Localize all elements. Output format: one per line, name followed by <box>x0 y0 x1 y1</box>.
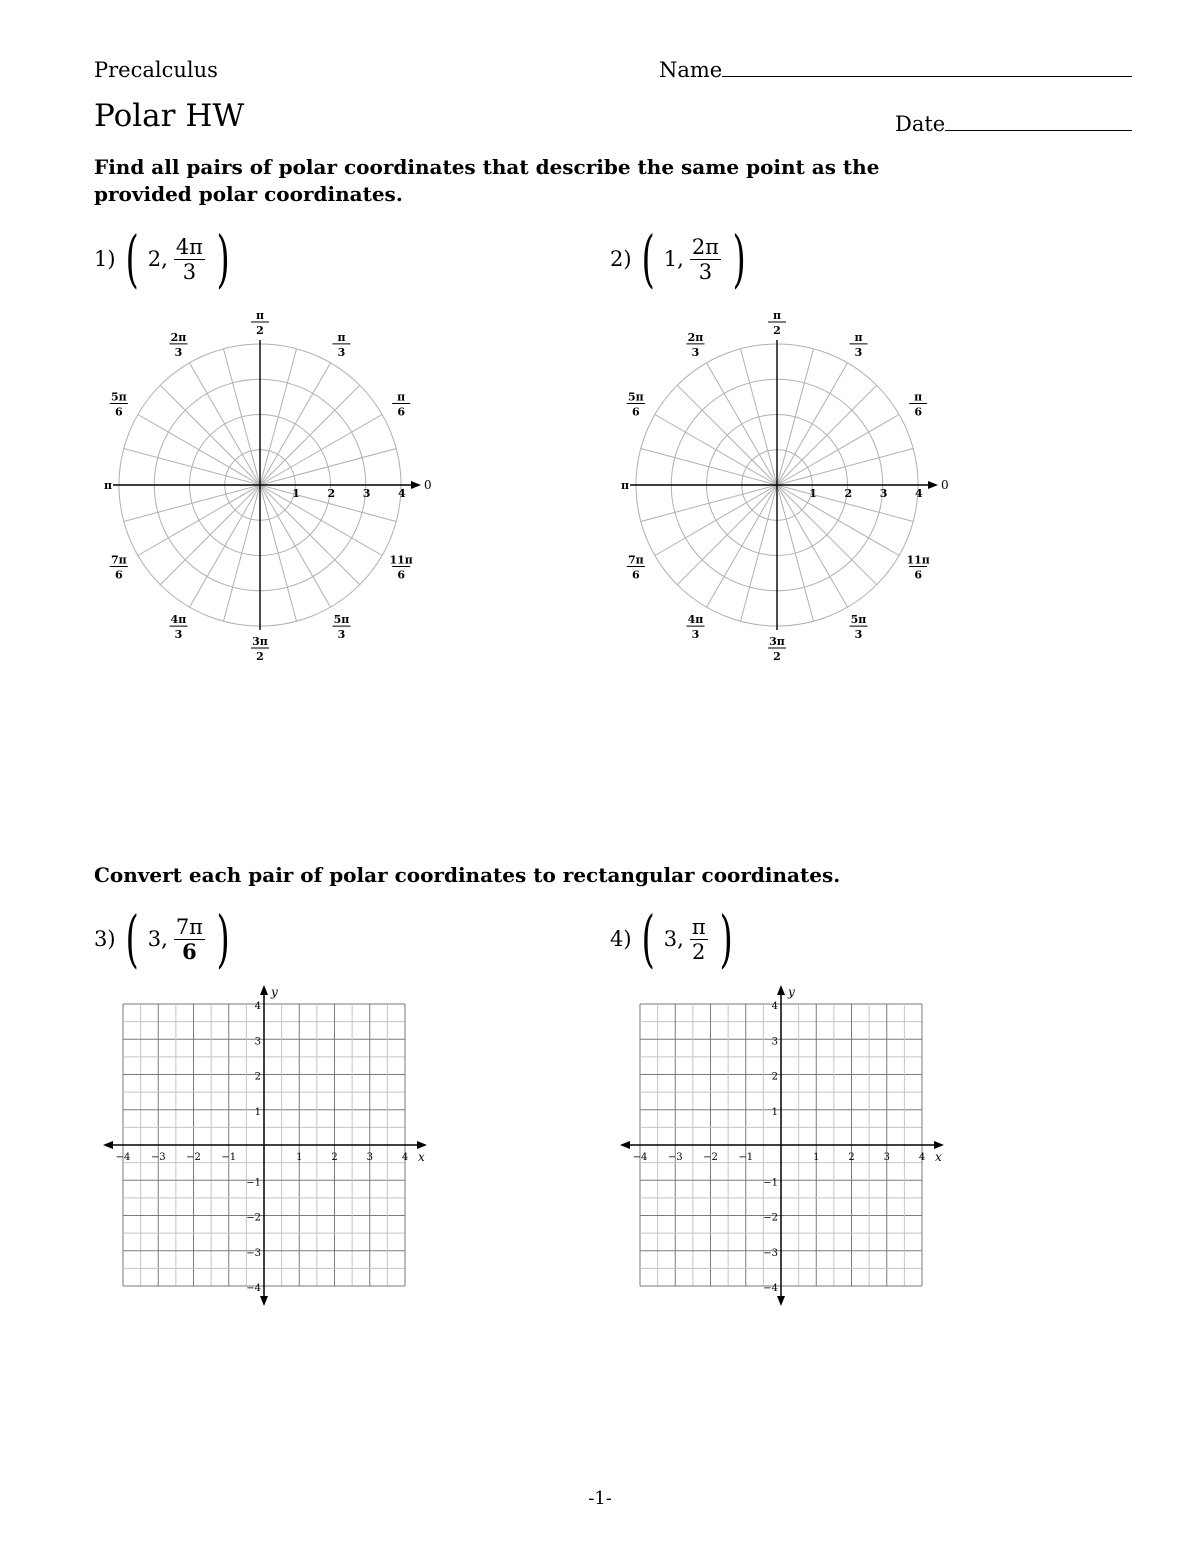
date-label: Date <box>895 112 946 136</box>
polar-angle-label <box>333 613 351 641</box>
page-title: Polar HW <box>94 98 245 134</box>
polar-ring-label: 1 <box>292 487 300 500</box>
problem-r: 3, <box>147 927 168 951</box>
y-tick-label: −4 <box>763 1283 778 1294</box>
x-tick-label: −4 <box>115 1152 131 1163</box>
polar-angle-label <box>170 331 188 359</box>
polar-spoke <box>260 449 396 485</box>
angle-label-den: 6 <box>632 405 640 419</box>
polar-spoke <box>777 415 899 486</box>
arrow-right-icon <box>417 1141 427 1149</box>
polar-spoke <box>224 485 260 621</box>
left-paren: ( <box>125 902 139 975</box>
x-tick-label: 4 <box>918 1152 926 1163</box>
x-tick-label: −2 <box>703 1152 718 1163</box>
problem-r: 1, <box>663 247 684 271</box>
angle-label-den: 3 <box>174 345 183 359</box>
problem-angle <box>690 235 721 284</box>
polar-spoke <box>138 485 260 556</box>
date-field[interactable] <box>895 112 1132 136</box>
right-paren: ) <box>216 222 230 295</box>
angle-label-num: 11π <box>389 553 413 567</box>
angle-label-num: π <box>337 330 346 344</box>
y-tick-label: 3 <box>771 1036 778 1048</box>
problem-number: 1) <box>94 247 116 271</box>
polar-ring-label: 2 <box>844 487 853 500</box>
polar-spoke <box>190 485 261 607</box>
arrow-up-icon <box>777 985 785 995</box>
angle-label-den: 2 <box>256 324 264 337</box>
polar-angle-label <box>170 613 188 641</box>
right-paren: ) <box>719 902 733 975</box>
date-blank[interactable] <box>945 112 1132 131</box>
angle-label-num: 2π <box>687 330 704 344</box>
arrow-left-icon <box>103 1141 113 1149</box>
right-paren: ) <box>216 902 230 975</box>
polar-angle-label <box>392 391 410 419</box>
problem-angle <box>174 915 205 964</box>
y-tick-label: −3 <box>246 1247 261 1259</box>
polar-grid-1 <box>100 305 440 670</box>
polar-angle-label <box>850 613 868 641</box>
angle-label-den: 6 <box>397 568 405 582</box>
x-tick-label: −1 <box>221 1152 237 1163</box>
polar-spoke <box>777 363 848 485</box>
y-tick-label: 2 <box>254 1071 261 1083</box>
polar-spoke <box>741 349 777 485</box>
polar-spoke <box>677 485 777 585</box>
y-tick-label: 1 <box>771 1106 778 1118</box>
polar-spoke <box>655 415 777 486</box>
polar-angle-label <box>333 331 351 359</box>
arrow-right-icon <box>934 1141 944 1149</box>
angle-label-den: 3 <box>337 628 346 642</box>
polar-spoke <box>260 485 331 607</box>
angle-label-num: π <box>772 309 782 322</box>
polar-spoke <box>160 385 260 485</box>
angle-label-den: 2 <box>773 324 781 337</box>
y-tick-label: −4 <box>246 1283 261 1294</box>
problem-1 <box>94 222 235 295</box>
polar-angle-label <box>389 554 412 582</box>
angle-num: 2π <box>691 234 719 259</box>
polar-spoke <box>124 485 260 521</box>
x-tick-label: 2 <box>848 1152 855 1163</box>
angle-label-num: π <box>854 330 863 344</box>
polar-angle-label <box>906 554 929 582</box>
polar-angle-label <box>110 554 128 582</box>
y-tick-label: −2 <box>246 1212 261 1224</box>
y-axis-label: y <box>271 985 278 999</box>
angle-label-num: 3π <box>769 635 785 648</box>
angle-label-num: π <box>914 390 923 404</box>
problem-number: 3) <box>94 927 116 951</box>
y-axis-label: y <box>788 985 795 999</box>
angle-label-den: 6 <box>914 405 922 419</box>
angle-label-den: 6 <box>632 568 640 582</box>
y-tick-label: 4 <box>254 1001 261 1012</box>
polar-spoke <box>190 363 261 485</box>
problem-number: 4) <box>610 927 632 951</box>
left-paren: ( <box>125 222 139 295</box>
x-tick-label: −1 <box>738 1152 754 1163</box>
polar-spoke <box>707 363 778 485</box>
angle-label-num: 5π <box>333 613 350 627</box>
y-tick-label: 4 <box>771 1001 778 1012</box>
polar-spoke <box>260 385 360 485</box>
polar-spoke <box>260 485 296 621</box>
angle-label-den: 3 <box>854 628 863 642</box>
polar-spoke <box>741 485 777 621</box>
arrow-down-icon <box>777 1296 785 1306</box>
angle-label-den: 6 <box>115 405 123 419</box>
angle-label-den: 3 <box>337 345 346 359</box>
polar-spoke <box>777 485 877 585</box>
polar-spoke <box>260 415 382 486</box>
polar-spoke <box>260 363 331 485</box>
angle-label-den: 3 <box>174 628 183 642</box>
polar-angle-label <box>627 391 645 419</box>
polar-spoke <box>777 485 813 621</box>
x-tick-label: −2 <box>186 1152 201 1163</box>
angle-den: 3 <box>698 259 713 284</box>
angle-label-num: 7π <box>627 553 644 567</box>
x-axis-label: x <box>418 1150 425 1164</box>
angle-label-num: π <box>397 390 406 404</box>
angle-den: 2 <box>692 939 706 964</box>
polar-pi-label: π <box>104 479 113 492</box>
polar-ring-label: 2 <box>327 487 336 500</box>
angle-den: 6 <box>182 938 197 964</box>
x-tick-label: −3 <box>150 1152 166 1163</box>
problem-angle <box>174 235 205 284</box>
problem-angle <box>690 915 708 964</box>
arrow-left-icon <box>620 1141 630 1149</box>
polar-angle-label <box>850 331 868 359</box>
polar-spoke <box>777 385 877 485</box>
problem-3 <box>94 902 235 975</box>
polar-spoke <box>641 449 777 485</box>
rect-grid-3 <box>100 982 445 1312</box>
polar-angle-label <box>768 635 786 663</box>
polar-spoke <box>138 415 260 486</box>
angle-label-num: 5π <box>850 613 867 627</box>
angle-label-num: 7π <box>110 553 127 567</box>
polar-zero-label: 0 <box>424 478 432 492</box>
x-tick-label: 2 <box>331 1152 338 1163</box>
name-field[interactable] <box>659 58 1132 82</box>
y-tick-label: −2 <box>763 1212 778 1224</box>
y-tick-label: 2 <box>771 1071 778 1083</box>
y-tick-label: −3 <box>763 1247 778 1259</box>
section1-instruction: Find all pairs of polar coordinates that describe the same point as the provided polar coordinates. <box>94 155 880 206</box>
x-tick-label: −3 <box>667 1152 683 1163</box>
y-tick-label: −1 <box>246 1177 261 1189</box>
angle-label-den: 6 <box>397 405 405 419</box>
right-paren: ) <box>732 222 746 295</box>
polar-spoke <box>655 485 777 556</box>
x-tick-label: 1 <box>296 1152 303 1163</box>
problem-2 <box>610 222 751 295</box>
angle-label-num: π <box>255 309 265 322</box>
polar-grid-2 <box>617 305 957 670</box>
polar-spoke <box>777 349 813 485</box>
polar-spoke <box>124 449 260 485</box>
polar-ring-label: 1 <box>809 487 817 500</box>
polar-ring-label: 3 <box>879 487 888 500</box>
polar-spoke <box>160 485 260 585</box>
polar-spoke <box>777 449 913 485</box>
polar-angle-label <box>627 554 645 582</box>
course-name: Precalculus <box>94 58 218 82</box>
angle-num: 4π <box>175 234 203 259</box>
polar-spoke <box>260 349 296 485</box>
arrow-down-icon <box>260 1296 268 1306</box>
left-paren: ( <box>641 902 655 975</box>
polar-angle-label <box>251 635 269 663</box>
angle-num: π <box>691 914 706 939</box>
axis-arrow-icon <box>928 481 938 489</box>
polar-angle-label <box>768 309 786 337</box>
angle-label-num: 4π <box>687 613 704 627</box>
polar-spoke <box>677 385 777 485</box>
problem-number: 2) <box>610 247 632 271</box>
polar-zero-label: 0 <box>941 478 949 492</box>
polar-ring-label: 4 <box>915 487 923 500</box>
rect-grid-4 <box>617 982 962 1312</box>
polar-angle-label <box>687 613 705 641</box>
angle-label-den: 2 <box>773 650 781 663</box>
x-axis-label: x <box>935 1150 942 1164</box>
y-tick-label: −1 <box>763 1177 778 1189</box>
angle-den: 3 <box>182 259 197 284</box>
section2-instruction: Convert each pair of polar coordinates to rectangular coordinates. <box>94 863 841 887</box>
angle-label-num: 3π <box>252 635 268 648</box>
problem-4 <box>610 902 738 975</box>
polar-spoke <box>224 349 260 485</box>
polar-spoke <box>777 485 848 607</box>
y-tick-label: 1 <box>254 1106 261 1118</box>
x-tick-label: 3 <box>366 1152 373 1163</box>
angle-label-den: 3 <box>854 345 863 359</box>
angle-label-den: 6 <box>914 568 922 582</box>
x-tick-label: 3 <box>883 1152 890 1163</box>
x-tick-label: 1 <box>813 1152 820 1163</box>
angle-label-num: 5π <box>110 390 127 404</box>
polar-pi-label: π <box>621 479 630 492</box>
problem-r: 2, <box>147 247 168 271</box>
polar-angle-label <box>110 391 128 419</box>
angle-label-num: 11π <box>906 553 930 567</box>
x-tick-label: 4 <box>401 1152 409 1163</box>
name-blank[interactable] <box>722 58 1132 77</box>
page-number: -1- <box>588 1488 612 1509</box>
x-tick-label: −4 <box>632 1152 648 1163</box>
y-tick-label: 3 <box>254 1036 261 1048</box>
polar-ring-label: 3 <box>362 487 371 500</box>
polar-spoke <box>641 485 777 521</box>
angle-label-num: 5π <box>627 390 644 404</box>
name-label: Name <box>659 58 723 82</box>
left-paren: ( <box>641 222 655 295</box>
angle-label-den: 6 <box>115 568 123 582</box>
polar-spoke <box>707 485 778 607</box>
problem-r: 3, <box>663 927 684 951</box>
polar-angle-label <box>909 391 927 419</box>
polar-angle-label <box>251 309 269 337</box>
angle-label-num: 2π <box>170 330 187 344</box>
polar-angle-label <box>687 331 705 359</box>
angle-label-den: 3 <box>691 345 700 359</box>
angle-label-num: 4π <box>170 613 187 627</box>
angle-num: 7π <box>175 914 203 939</box>
arrow-up-icon <box>260 985 268 995</box>
polar-ring-label: 4 <box>398 487 406 500</box>
polar-spoke <box>260 485 360 585</box>
angle-label-den: 2 <box>256 650 264 663</box>
axis-arrow-icon <box>411 481 421 489</box>
angle-label-den: 3 <box>691 628 700 642</box>
